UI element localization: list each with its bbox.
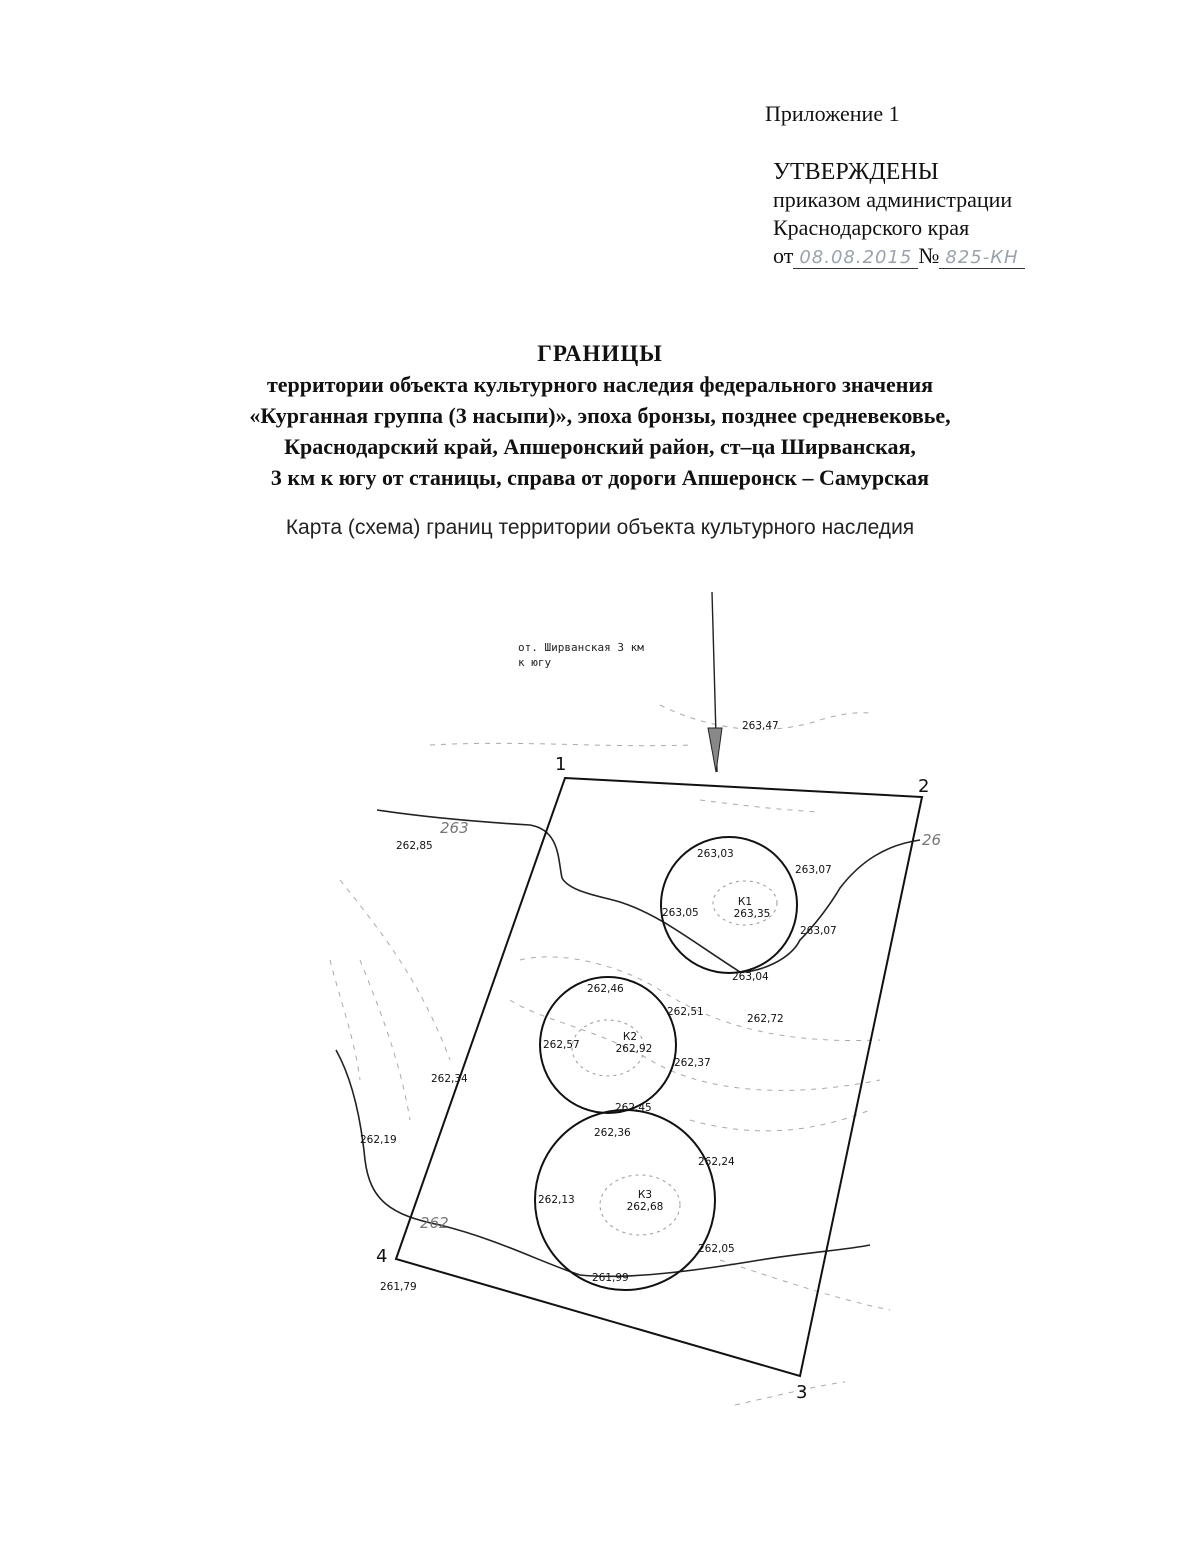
mound-k2-center-elev: 262,92 [615,1043,653,1055]
elevation-label: 262,19 [360,1134,397,1146]
order-date: 08.08.2015 [793,247,918,269]
map-subtitle: Карта (схема) границ территории объекта культурного наследия [285,516,915,539]
appendix-label: Приложение 1 [765,101,900,126]
faint-contour [430,743,690,745]
territory-boundary [396,778,922,1376]
mound-k1-label: К1 [737,896,753,908]
north-arrow [708,592,722,772]
elevation-label: 263,47 [742,720,779,732]
faint-contour [700,800,820,812]
elevation-label: 261,79 [380,1281,417,1293]
elevation-label: 262,46 [587,983,624,995]
contour-label-26: 26 [922,831,942,849]
elevation-label: 263,03 [697,848,734,860]
title-main: ГРАНИЦЫ [537,341,663,366]
elevation-label: 262,57 [543,1039,580,1051]
mound-k3-center-elev: 262,68 [626,1201,664,1213]
contour-label-263: 263 [440,819,469,837]
elevation-label: 262,05 [698,1243,735,1255]
elevation-label: 263,05 [662,907,699,919]
elevation-label: 262,72 [747,1013,784,1025]
approved-by-order: приказом администрации [773,187,1013,212]
mound-k2-label: К2 [622,1031,638,1043]
elevation-label: 261,99 [592,1272,629,1284]
mound-k3-label: К3 [637,1189,653,1201]
boundary-point-4: 4 [376,1246,388,1267]
elevation-label: 262,13 [538,1194,575,1206]
order-number: 825-КН [939,247,1024,269]
faint-contour [360,960,410,1120]
elevation-label: 262,45 [615,1102,652,1114]
boundary-point-1: 1 [555,754,567,775]
title-line-2: «Курганная группа (3 насыпи)», эпоха бронзы, позднее средневековье, [249,403,951,428]
arrow-head [708,728,722,772]
elevation-label: 262,34 [431,1073,468,1085]
faint-contour [735,1382,845,1405]
elevation-label: 263,04 [732,971,769,983]
boundary-point-3: 3 [796,1382,808,1403]
direction-note-line-2: к югу [518,656,552,669]
mound-circles [535,837,797,1290]
title-line-3: Краснодарский край, Апшеронский район, ст–ца Ширванская, [284,434,916,459]
mound-k1-center-elev: 263,35 [733,908,771,920]
title-line-4: 3 км к югу от станицы, справа от дороги Апшеронск – Самурская [270,465,930,490]
elevation-label: 262,85 [396,840,433,852]
faint-contour [520,957,880,1041]
elevation-label: 262,36 [594,1127,631,1139]
contour-262 [336,1050,870,1276]
faint-contours [330,705,890,1405]
approved-region: Краснодарского края [773,215,970,240]
boundary-point-2: 2 [918,776,930,797]
faint-contour [340,880,450,1060]
number-sign: № [918,243,940,268]
contour-label-262: 262 [420,1214,449,1232]
title-line-1: территории объекта культурного наследия федерального значения [266,372,934,397]
direction-note-line-1: от. Ширванская 3 км [518,641,644,654]
faint-contour [330,960,360,1080]
elevation-label: 262,24 [698,1156,735,1168]
approved-heading: УТВЕРЖДЕНЫ [773,159,939,185]
faint-contour [720,1260,890,1310]
faint-contour [690,1110,870,1131]
elevation-label: 262,51 [667,1006,704,1018]
elevation-label: 263,07 [795,864,832,876]
elevation-label: 262,37 [674,1057,711,1069]
elevation-label: 263,07 [800,925,837,937]
spot-elevations [360,720,837,1293]
date-prefix: от [773,243,794,268]
